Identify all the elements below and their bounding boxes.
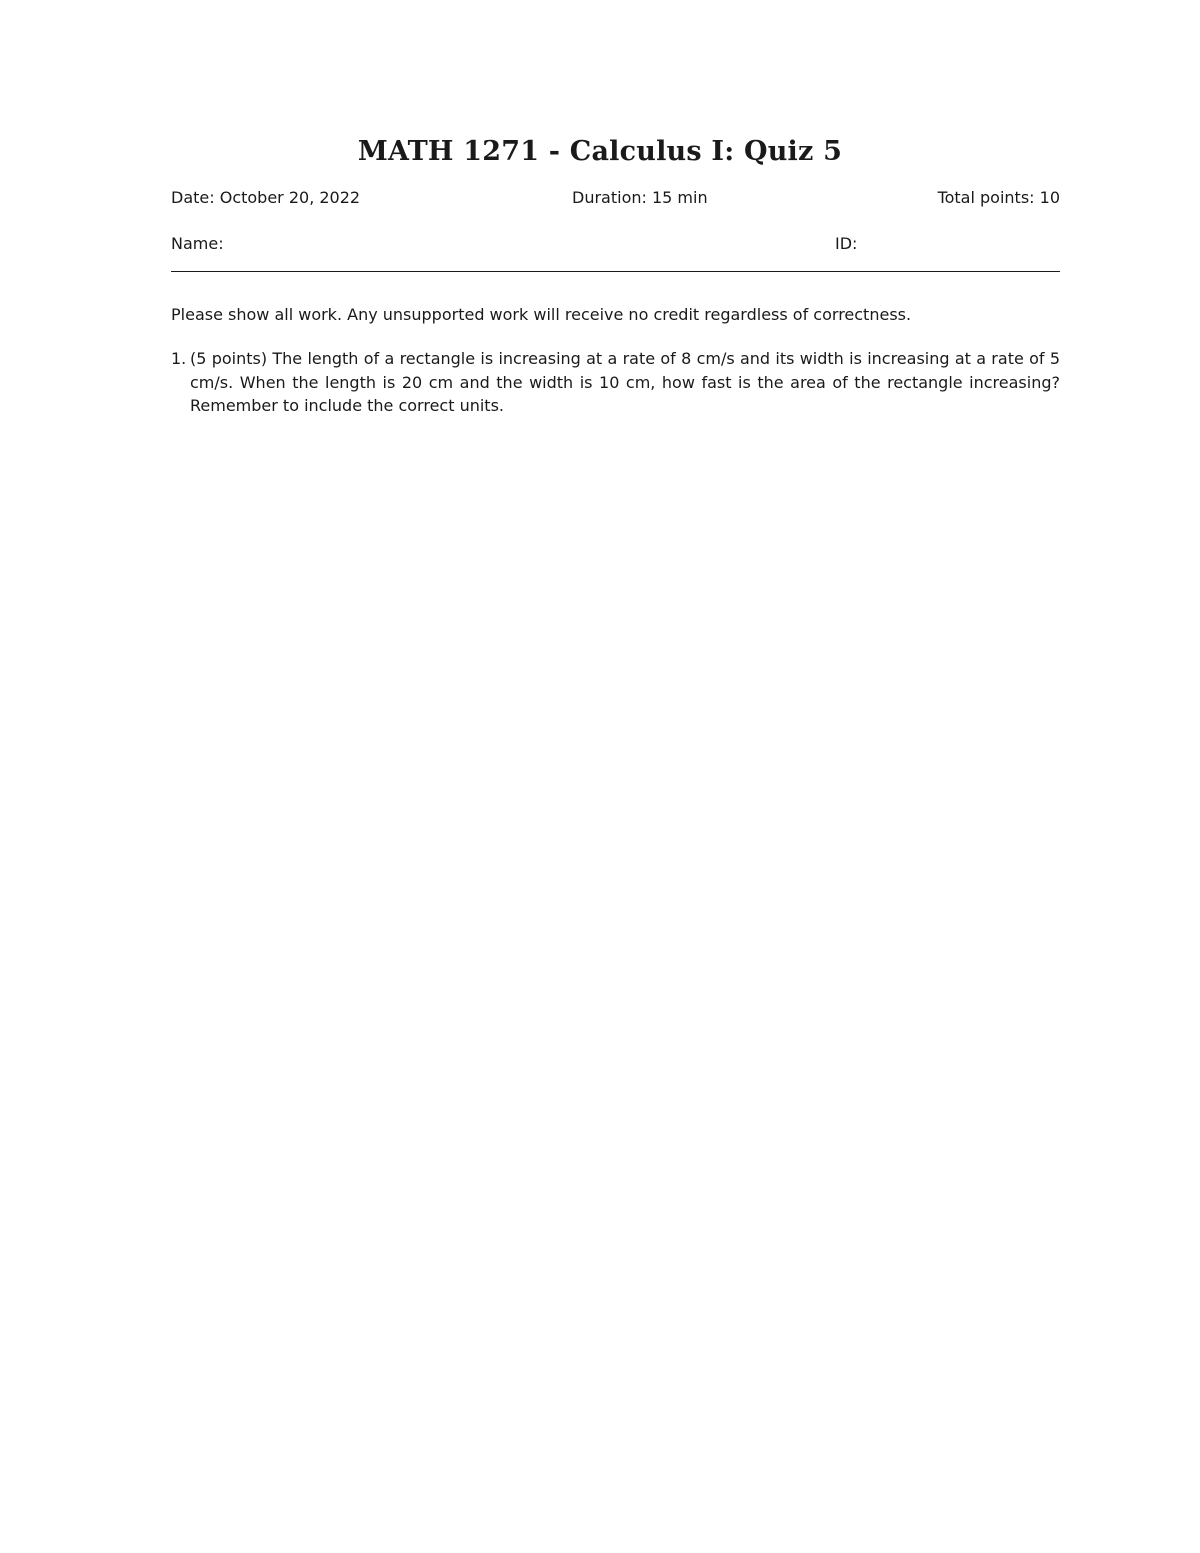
quiz-meta-row: [171, 186, 1060, 210]
question-number: 1.: [171, 349, 187, 368]
instructions: Please show all work. Any unsupported work will receive no credit regardless of correctness.: [171, 305, 912, 324]
quiz-date: Date: October 20, 2022: [171, 188, 361, 207]
question-text: (5 points) The length of a rectangle is increasing at a rate of 8 cm/s and its width is increasing at a rate of 5 cm/s. When the length is 20 cm and the width is 10 cm, how fast is the area of the rectangle increasing? Remember to include the correct units.: [190, 349, 1060, 415]
quiz-duration: Duration: 15 min: [572, 188, 708, 207]
id-label: ID:: [835, 234, 858, 253]
page-title: MATH 1271 - Calculus I: Quiz 5: [357, 136, 843, 167]
name-label: Name:: [171, 234, 224, 253]
question-item: [171, 347, 1060, 418]
student-info-row: [171, 232, 1060, 256]
header-divider: [171, 271, 1060, 272]
quiz-total-points: Total points: 10: [937, 188, 1060, 207]
